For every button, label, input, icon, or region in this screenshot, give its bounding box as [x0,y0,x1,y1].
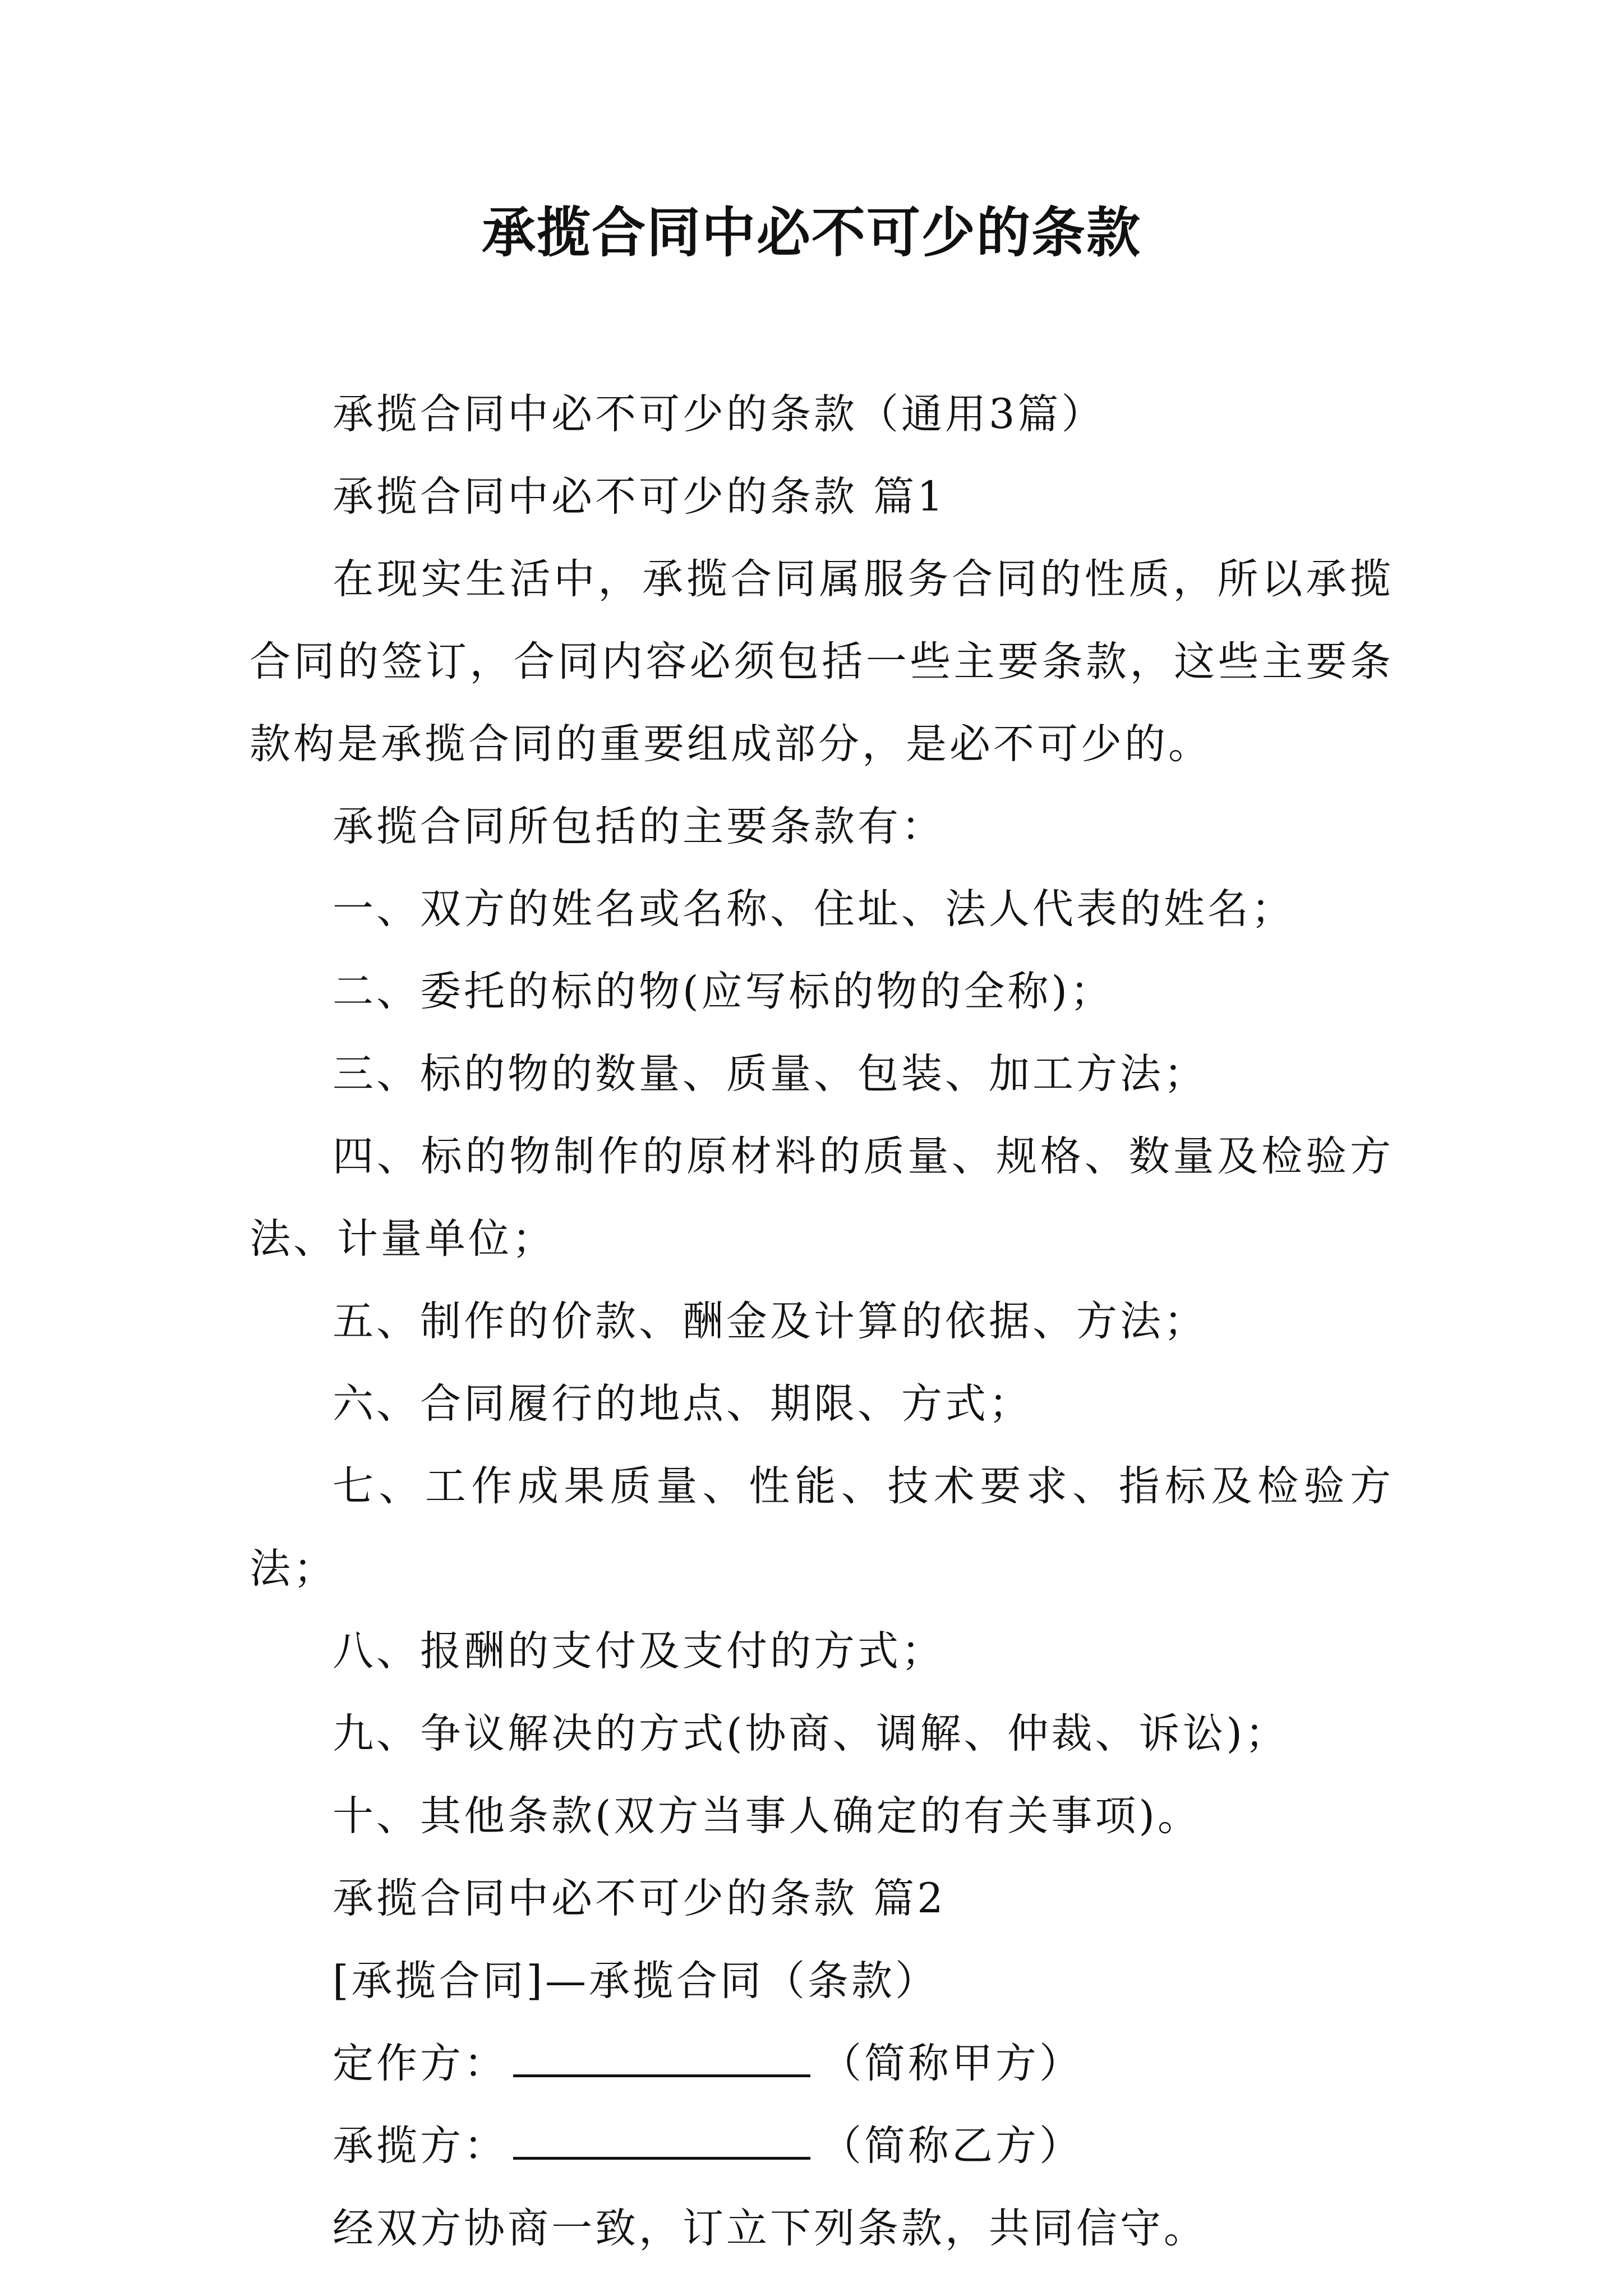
party-a-blank [513,2040,810,2077]
clause-item: 一、双方的姓名或名称、住址、法人代表的姓名； [333,885,1295,933]
party-b-line [250,2105,1394,2187]
party-a-line [250,2022,1394,2105]
party-b-suffix: （简称乙方） [820,2122,1083,2170]
document-title: 承揽合同中必不可少的条款 [482,201,1141,264]
intro-paragraph: 在现实生活中，承揽合同属服务合同的性质，所以承揽合同的签订，合同内容必须包括一些主要条款，这些主要条款构是承揽合同的重要组成部分，是必不可少的。 [250,555,1394,768]
clause-item: 八、报酬的支付及支付的方式； [333,1627,945,1675]
party-b-blank [513,2122,810,2160]
clause-item: 六、合同履行的地点、期限、方式； [333,1380,1032,1428]
clause-item: 七、工作成果质量、性能、技术要求、指标及检验方法； [250,1462,1394,1593]
clause-item: 九、争议解决的方式(协商、调解、仲裁、诉讼)； [333,1710,1289,1757]
section-2-heading: 承揽合同中必不可少的条款 篇2 [333,1875,946,1922]
party-a-label: 定作方： [333,2040,508,2087]
clause-item: 四、标的物制作的原材料的质量、规格、数量及检验方法、计量单位； [250,1133,1394,1263]
section-2-subheading: [承揽合同]—承揽合同（条款） [333,1957,939,2005]
closing-sentence: 经双方协商一致，订立下列条款，共同信守。 [333,2205,1207,2252]
section-1-heading: 承揽合同中必不可少的条款 篇1 [333,473,946,521]
clause-item: 十、其他条款(双方当事人确定的有关事项)。 [333,1792,1201,1840]
clause-item: 三、标的物的数量、质量、包装、加工方法； [333,1050,1207,1098]
party-b-label: 承揽方： [333,2122,508,2170]
clause-item: 二、委托的标的物(应写标的物的全称)； [333,968,1114,1015]
clause-item: 五、制作的价款、酬金及计算的依据、方法； [333,1297,1207,1345]
document-body [250,373,1394,2270]
document-subtitle: 承揽合同中必不可少的条款（通用3篇） [333,390,1105,438]
clause-list-intro: 承揽合同所包括的主要条款有： [333,803,945,850]
party-a-suffix: （简称甲方） [820,2040,1083,2087]
